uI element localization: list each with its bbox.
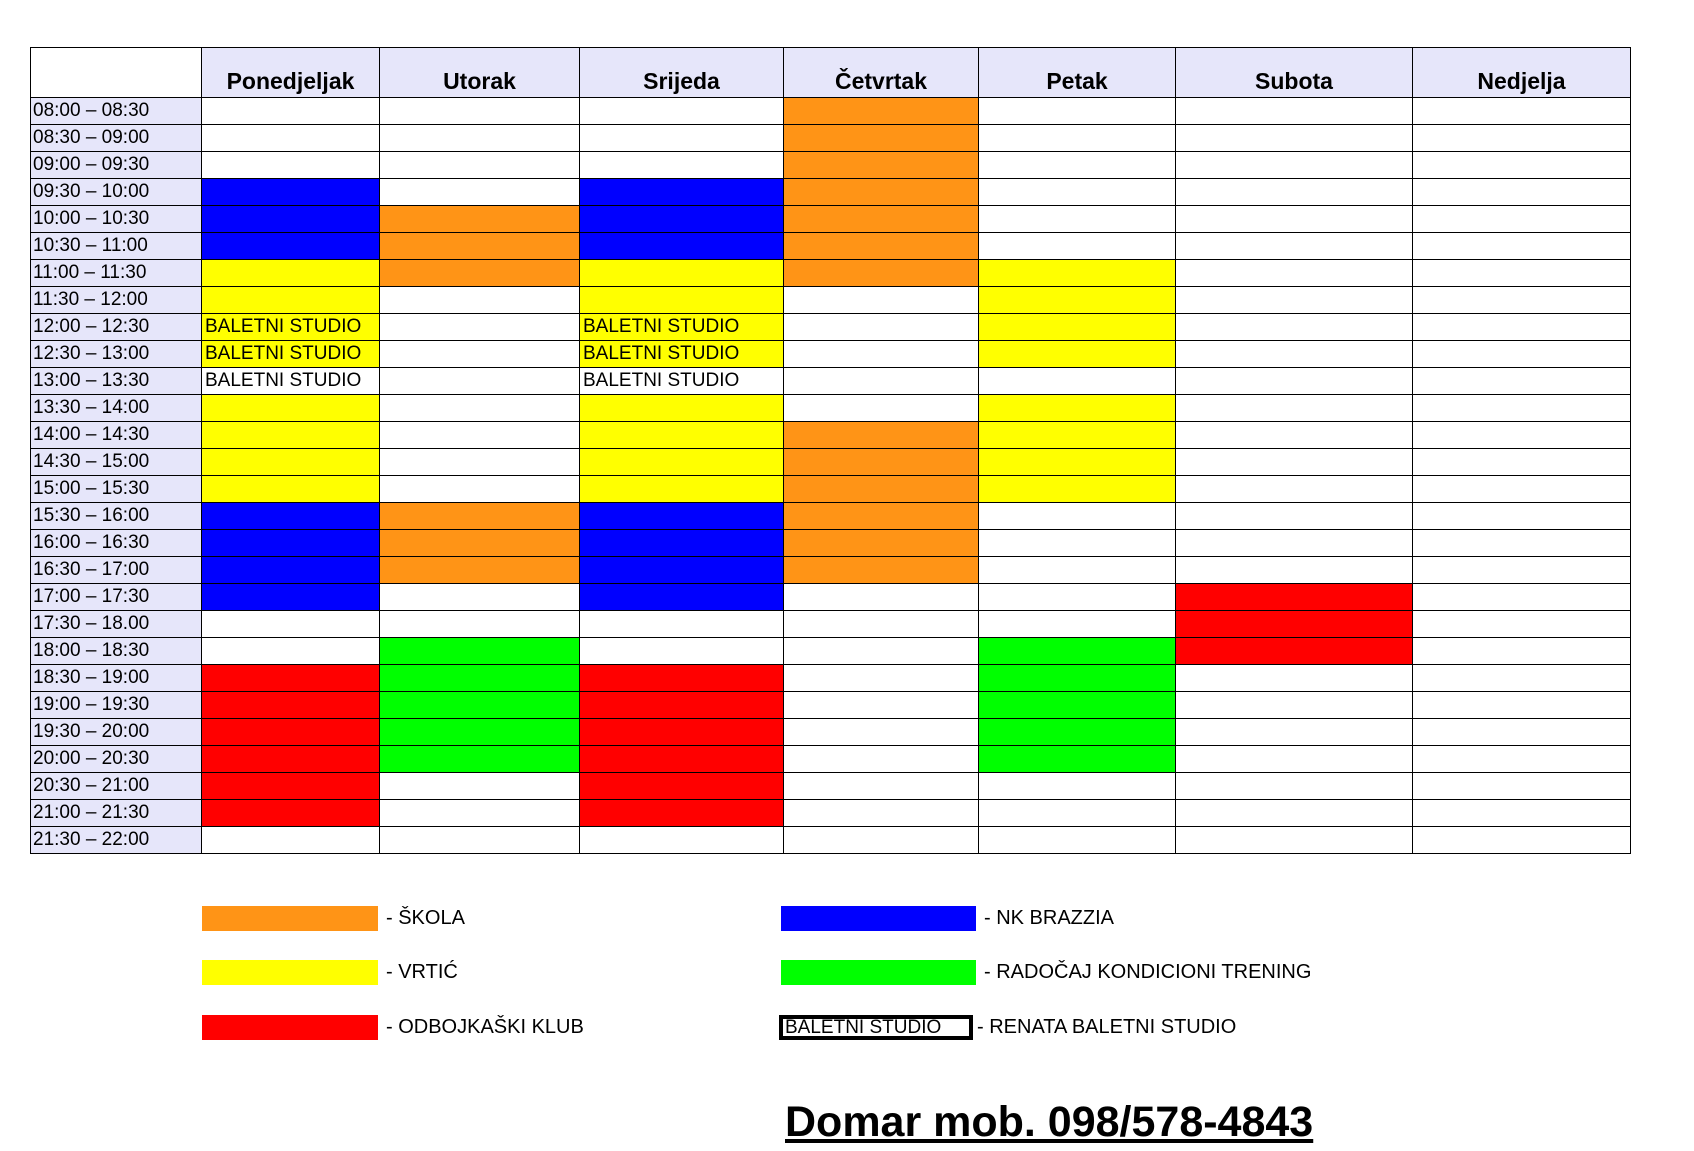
legend-baletni <box>779 1015 1236 1040</box>
schedule-cell <box>1413 746 1631 773</box>
schedule-cell <box>784 692 979 719</box>
schedule-cell <box>580 638 784 665</box>
legend-nk-brazzia <box>781 906 1114 931</box>
time-slot: 16:00 – 16:30 <box>31 530 202 557</box>
time-slot: 13:00 – 13:30 <box>31 368 202 395</box>
schedule-cell <box>1413 179 1631 206</box>
schedule-cell <box>1176 125 1413 152</box>
schedule-cell <box>380 638 580 665</box>
schedule-cell <box>784 233 979 260</box>
schedule-cell <box>1176 611 1413 638</box>
time-slot: 20:30 – 21:00 <box>31 773 202 800</box>
schedule-row <box>31 206 1631 233</box>
schedule-row <box>31 692 1631 719</box>
schedule-cell <box>380 584 580 611</box>
schedule-cell <box>1413 800 1631 827</box>
schedule-cell <box>380 233 580 260</box>
schedule-cell <box>979 638 1176 665</box>
schedule-cell <box>202 530 380 557</box>
legend-swatch-green <box>781 960 976 985</box>
schedule-cell <box>380 557 580 584</box>
legend-vrtic <box>202 960 458 985</box>
schedule-cell <box>979 449 1176 476</box>
schedule-cell <box>202 179 380 206</box>
legend-swatch-blue <box>781 906 976 931</box>
time-slot: 10:00 – 10:30 <box>31 206 202 233</box>
schedule-cell <box>380 611 580 638</box>
schedule-cell <box>784 314 979 341</box>
schedule-cell <box>979 206 1176 233</box>
time-slot: 21:00 – 21:30 <box>31 800 202 827</box>
schedule-cell <box>979 341 1176 368</box>
schedule-cell <box>784 746 979 773</box>
time-slot: 19:00 – 19:30 <box>31 692 202 719</box>
schedule-cell <box>202 611 380 638</box>
schedule-cell <box>1413 395 1631 422</box>
schedule-cell <box>580 557 784 584</box>
schedule-cell <box>784 665 979 692</box>
schedule-cell <box>202 584 380 611</box>
schedule-cell <box>784 476 979 503</box>
schedule-cell <box>580 773 784 800</box>
schedule-cell <box>380 152 580 179</box>
schedule-cell <box>380 476 580 503</box>
time-slot: 09:00 – 09:30 <box>31 152 202 179</box>
schedule-cell <box>979 719 1176 746</box>
schedule-cell <box>979 368 1176 395</box>
time-slot: 15:00 – 15:30 <box>31 476 202 503</box>
schedule-cell <box>380 665 580 692</box>
schedule-cell <box>784 179 979 206</box>
schedule-cell <box>1176 773 1413 800</box>
schedule-cell <box>784 98 979 125</box>
time-slot: 13:30 – 14:00 <box>31 395 202 422</box>
schedule-cell: BALETNI STUDIO <box>202 368 380 395</box>
schedule-cell <box>580 98 784 125</box>
legend-label: - NK BRAZZIA <box>984 907 1115 929</box>
schedule-cell <box>580 260 784 287</box>
schedule-cell <box>380 341 580 368</box>
schedule-cell <box>1413 422 1631 449</box>
schedule-cell <box>380 503 580 530</box>
time-slot: 08:30 – 09:00 <box>31 125 202 152</box>
schedule-row <box>31 665 1631 692</box>
schedule-cell <box>580 584 784 611</box>
time-slot: 14:30 – 15:00 <box>31 449 202 476</box>
schedule-cell <box>580 692 784 719</box>
day-header: Četvrtak <box>784 48 979 98</box>
schedule-cell <box>979 611 1176 638</box>
schedule-cell <box>979 152 1176 179</box>
schedule-cell <box>1176 800 1413 827</box>
schedule-cell <box>784 449 979 476</box>
schedule-cell <box>1413 98 1631 125</box>
schedule-cell <box>580 233 784 260</box>
schedule-row <box>31 125 1631 152</box>
schedule-cell <box>580 287 784 314</box>
schedule-cell <box>1176 719 1413 746</box>
schedule-cell <box>202 638 380 665</box>
schedule-cell <box>979 584 1176 611</box>
legend-swatch-baletni: BALETNI STUDIO <box>779 1015 973 1040</box>
schedule-cell <box>784 287 979 314</box>
schedule-cell <box>202 503 380 530</box>
schedule-cell <box>1413 692 1631 719</box>
schedule-row <box>31 800 1631 827</box>
legend-radocaj <box>781 960 1311 985</box>
schedule-cell <box>1176 98 1413 125</box>
time-slot: 14:00 – 14:30 <box>31 422 202 449</box>
schedule-cell <box>580 746 784 773</box>
schedule-cell <box>979 773 1176 800</box>
schedule-cell <box>979 530 1176 557</box>
schedule-cell <box>202 125 380 152</box>
schedule-cell <box>380 314 580 341</box>
schedule-cell <box>1176 368 1413 395</box>
schedule-cell <box>1413 341 1631 368</box>
schedule-cell <box>1413 368 1631 395</box>
schedule-cell <box>1413 287 1631 314</box>
schedule-cell <box>1413 260 1631 287</box>
schedule-cell <box>1176 665 1413 692</box>
schedule-cell <box>979 395 1176 422</box>
schedule-cell <box>1176 638 1413 665</box>
schedule-cell <box>1176 476 1413 503</box>
schedule-cell <box>979 98 1176 125</box>
schedule-row <box>31 773 1631 800</box>
schedule-cell <box>1413 530 1631 557</box>
time-slot: 08:00 – 08:30 <box>31 98 202 125</box>
schedule-cell <box>580 719 784 746</box>
legend-label: - RADOČAJ KONDICIONI TRENING <box>984 961 1312 983</box>
schedule-cell <box>784 611 979 638</box>
schedule-cell <box>1413 503 1631 530</box>
schedule-cell <box>1176 692 1413 719</box>
schedule-cell <box>979 314 1176 341</box>
schedule-cell <box>202 422 380 449</box>
schedule-cell <box>580 206 784 233</box>
schedule-cell <box>979 233 1176 260</box>
schedule-cell <box>784 260 979 287</box>
schedule-cell <box>1176 503 1413 530</box>
schedule-cell <box>979 800 1176 827</box>
schedule-cell <box>1176 746 1413 773</box>
schedule-cell <box>784 206 979 233</box>
schedule-cell <box>1413 827 1631 854</box>
schedule-cell <box>1176 530 1413 557</box>
schedule-cell <box>380 422 580 449</box>
schedule-cell <box>1413 611 1631 638</box>
schedule-cell <box>1413 719 1631 746</box>
schedule-cell <box>979 746 1176 773</box>
schedule-cell <box>979 287 1176 314</box>
schedule-cell <box>202 557 380 584</box>
schedule-cell <box>580 827 784 854</box>
schedule-cell <box>784 368 979 395</box>
schedule-cell <box>1413 476 1631 503</box>
schedule-cell <box>202 719 380 746</box>
day-header: Subota <box>1176 48 1413 98</box>
schedule-row <box>31 233 1631 260</box>
schedule-cell <box>580 611 784 638</box>
caretaker-phone: Domar mob. 098/578-4843 <box>785 1098 1314 1146</box>
schedule-cell <box>202 260 380 287</box>
schedule-row <box>31 395 1631 422</box>
time-slot: 12:30 – 13:00 <box>31 341 202 368</box>
schedule-cell <box>580 152 784 179</box>
schedule-cell <box>580 179 784 206</box>
schedule-row <box>31 152 1631 179</box>
schedule-cell <box>202 665 380 692</box>
schedule-cell <box>1176 395 1413 422</box>
schedule-cell <box>202 206 380 233</box>
schedule-row <box>31 503 1631 530</box>
legend-label: - VRTIĆ <box>386 961 458 983</box>
schedule-cell: BALETNI STUDIO <box>580 368 784 395</box>
schedule-cell <box>202 827 380 854</box>
schedule-cell <box>580 476 784 503</box>
schedule-cell <box>380 827 580 854</box>
time-slot: 12:00 – 12:30 <box>31 314 202 341</box>
schedule-cell <box>979 125 1176 152</box>
schedule-cell <box>784 341 979 368</box>
schedule-cell <box>784 557 979 584</box>
schedule-cell <box>380 449 580 476</box>
schedule-cell <box>380 800 580 827</box>
schedule-cell <box>1176 314 1413 341</box>
day-header: Utorak <box>380 48 580 98</box>
schedule-cell <box>979 422 1176 449</box>
schedule-cell <box>1413 638 1631 665</box>
schedule-cell <box>202 152 380 179</box>
schedule-cell <box>580 422 784 449</box>
schedule-cell <box>380 530 580 557</box>
time-slot: 17:00 – 17:30 <box>31 584 202 611</box>
schedule-cell <box>979 827 1176 854</box>
schedule-cell: BALETNI STUDIO <box>580 341 784 368</box>
schedule-cell <box>784 503 979 530</box>
schedule-cell <box>380 773 580 800</box>
time-slot: 11:30 – 12:00 <box>31 287 202 314</box>
schedule-cell <box>784 152 979 179</box>
schedule-row <box>31 557 1631 584</box>
schedule-cell <box>1413 206 1631 233</box>
legend-swatch-yellow <box>202 960 378 985</box>
schedule-row <box>31 719 1631 746</box>
schedule-cell <box>1176 152 1413 179</box>
schedule-cell <box>1176 179 1413 206</box>
schedule-cell <box>1413 314 1631 341</box>
day-header: Petak <box>979 48 1176 98</box>
legend-swatch-orange <box>202 906 378 931</box>
schedule-cell <box>380 260 580 287</box>
schedule-row <box>31 314 1631 341</box>
schedule-cell <box>380 98 580 125</box>
schedule-row <box>31 746 1631 773</box>
schedule-row <box>31 341 1631 368</box>
schedule-cell <box>1413 584 1631 611</box>
schedule-cell <box>1176 341 1413 368</box>
schedule-cell <box>1413 773 1631 800</box>
schedule-row <box>31 422 1631 449</box>
schedule-cell <box>202 476 380 503</box>
schedule-cell <box>202 287 380 314</box>
schedule-cell <box>784 827 979 854</box>
schedule-cell <box>202 233 380 260</box>
schedule-cell <box>580 395 784 422</box>
schedule-cell <box>979 665 1176 692</box>
header-row <box>31 48 1631 98</box>
day-header: Srijeda <box>580 48 784 98</box>
time-slot: 18:00 – 18:30 <box>31 638 202 665</box>
schedule-cell <box>1413 557 1631 584</box>
schedule-cell <box>202 98 380 125</box>
schedule-cell <box>784 800 979 827</box>
time-slot: 17:30 – 18.00 <box>31 611 202 638</box>
time-slot: 15:30 – 16:00 <box>31 503 202 530</box>
schedule-cell <box>1413 449 1631 476</box>
time-slot: 11:00 – 11:30 <box>31 260 202 287</box>
legend-skola <box>202 906 465 931</box>
schedule-cell <box>1176 557 1413 584</box>
schedule-cell <box>1176 827 1413 854</box>
schedule-cell <box>784 422 979 449</box>
schedule-cell <box>784 638 979 665</box>
schedule-cell <box>1176 449 1413 476</box>
schedule-cell <box>380 692 580 719</box>
schedule-row <box>31 98 1631 125</box>
schedule-cell <box>1176 287 1413 314</box>
schedule-cell <box>1176 422 1413 449</box>
schedule-cell <box>1413 233 1631 260</box>
time-slot: 10:30 – 11:00 <box>31 233 202 260</box>
schedule-cell <box>979 503 1176 530</box>
schedule-cell <box>202 746 380 773</box>
schedule-cell <box>202 773 380 800</box>
schedule-cell <box>580 530 784 557</box>
schedule-cell <box>380 125 580 152</box>
schedule-cell <box>784 530 979 557</box>
legend-label: - RENATA BALETNI STUDIO <box>977 1016 1237 1038</box>
schedule-cell <box>380 719 580 746</box>
schedule-row <box>31 530 1631 557</box>
schedule-cell <box>380 395 580 422</box>
schedule-cell <box>1176 206 1413 233</box>
schedule-cell <box>1413 665 1631 692</box>
schedule-cell <box>380 287 580 314</box>
schedule-cell <box>202 692 380 719</box>
schedule-row <box>31 827 1631 854</box>
time-slot: 09:30 – 10:00 <box>31 179 202 206</box>
schedule-cell <box>979 692 1176 719</box>
legend-label: - ODBOJKAŠKI KLUB <box>386 1016 584 1038</box>
schedule-table <box>30 47 1631 854</box>
schedule-cell <box>580 800 784 827</box>
schedule-cell <box>979 557 1176 584</box>
schedule-row <box>31 449 1631 476</box>
schedule-row <box>31 476 1631 503</box>
schedule-row <box>31 611 1631 638</box>
schedule-cell <box>1176 260 1413 287</box>
schedule-cell <box>380 746 580 773</box>
time-slot: 18:30 – 19:00 <box>31 665 202 692</box>
schedule-row <box>31 368 1631 395</box>
schedule-cell <box>1176 584 1413 611</box>
schedule-cell: BALETNI STUDIO <box>202 341 380 368</box>
schedule-cell <box>1413 125 1631 152</box>
schedule-cell: BALETNI STUDIO <box>202 314 380 341</box>
header-corner <box>31 48 202 98</box>
day-header: Ponedjeljak <box>202 48 380 98</box>
schedule-cell <box>580 449 784 476</box>
schedule-cell <box>380 179 580 206</box>
schedule-row <box>31 260 1631 287</box>
schedule-cell: BALETNI STUDIO <box>580 314 784 341</box>
schedule-row <box>31 638 1631 665</box>
schedule-cell <box>380 206 580 233</box>
schedule-cell <box>202 395 380 422</box>
schedule-cell <box>979 476 1176 503</box>
legend-swatch-red <box>202 1015 378 1040</box>
schedule-cell <box>979 260 1176 287</box>
schedule-cell <box>784 395 979 422</box>
time-slot: 19:30 – 20:00 <box>31 719 202 746</box>
schedule-cell <box>1176 233 1413 260</box>
schedule-cell <box>580 125 784 152</box>
schedule-row <box>31 584 1631 611</box>
schedule-body <box>31 98 1631 854</box>
day-header: Nedjelja <box>1413 48 1631 98</box>
legend-odbojka <box>202 1015 584 1040</box>
time-slot: 20:00 – 20:30 <box>31 746 202 773</box>
schedule-row <box>31 179 1631 206</box>
schedule-cell <box>202 800 380 827</box>
schedule-cell <box>784 773 979 800</box>
time-slot: 16:30 – 17:00 <box>31 557 202 584</box>
schedule-cell <box>784 719 979 746</box>
time-slot: 21:30 – 22:00 <box>31 827 202 854</box>
schedule-cell <box>580 503 784 530</box>
schedule-cell <box>784 125 979 152</box>
schedule-cell <box>1413 152 1631 179</box>
schedule-cell <box>979 179 1176 206</box>
schedule-row <box>31 287 1631 314</box>
schedule-cell <box>380 368 580 395</box>
legend-label: - ŠKOLA <box>386 907 465 929</box>
schedule-cell <box>202 449 380 476</box>
schedule-cell <box>784 584 979 611</box>
schedule-cell <box>580 665 784 692</box>
